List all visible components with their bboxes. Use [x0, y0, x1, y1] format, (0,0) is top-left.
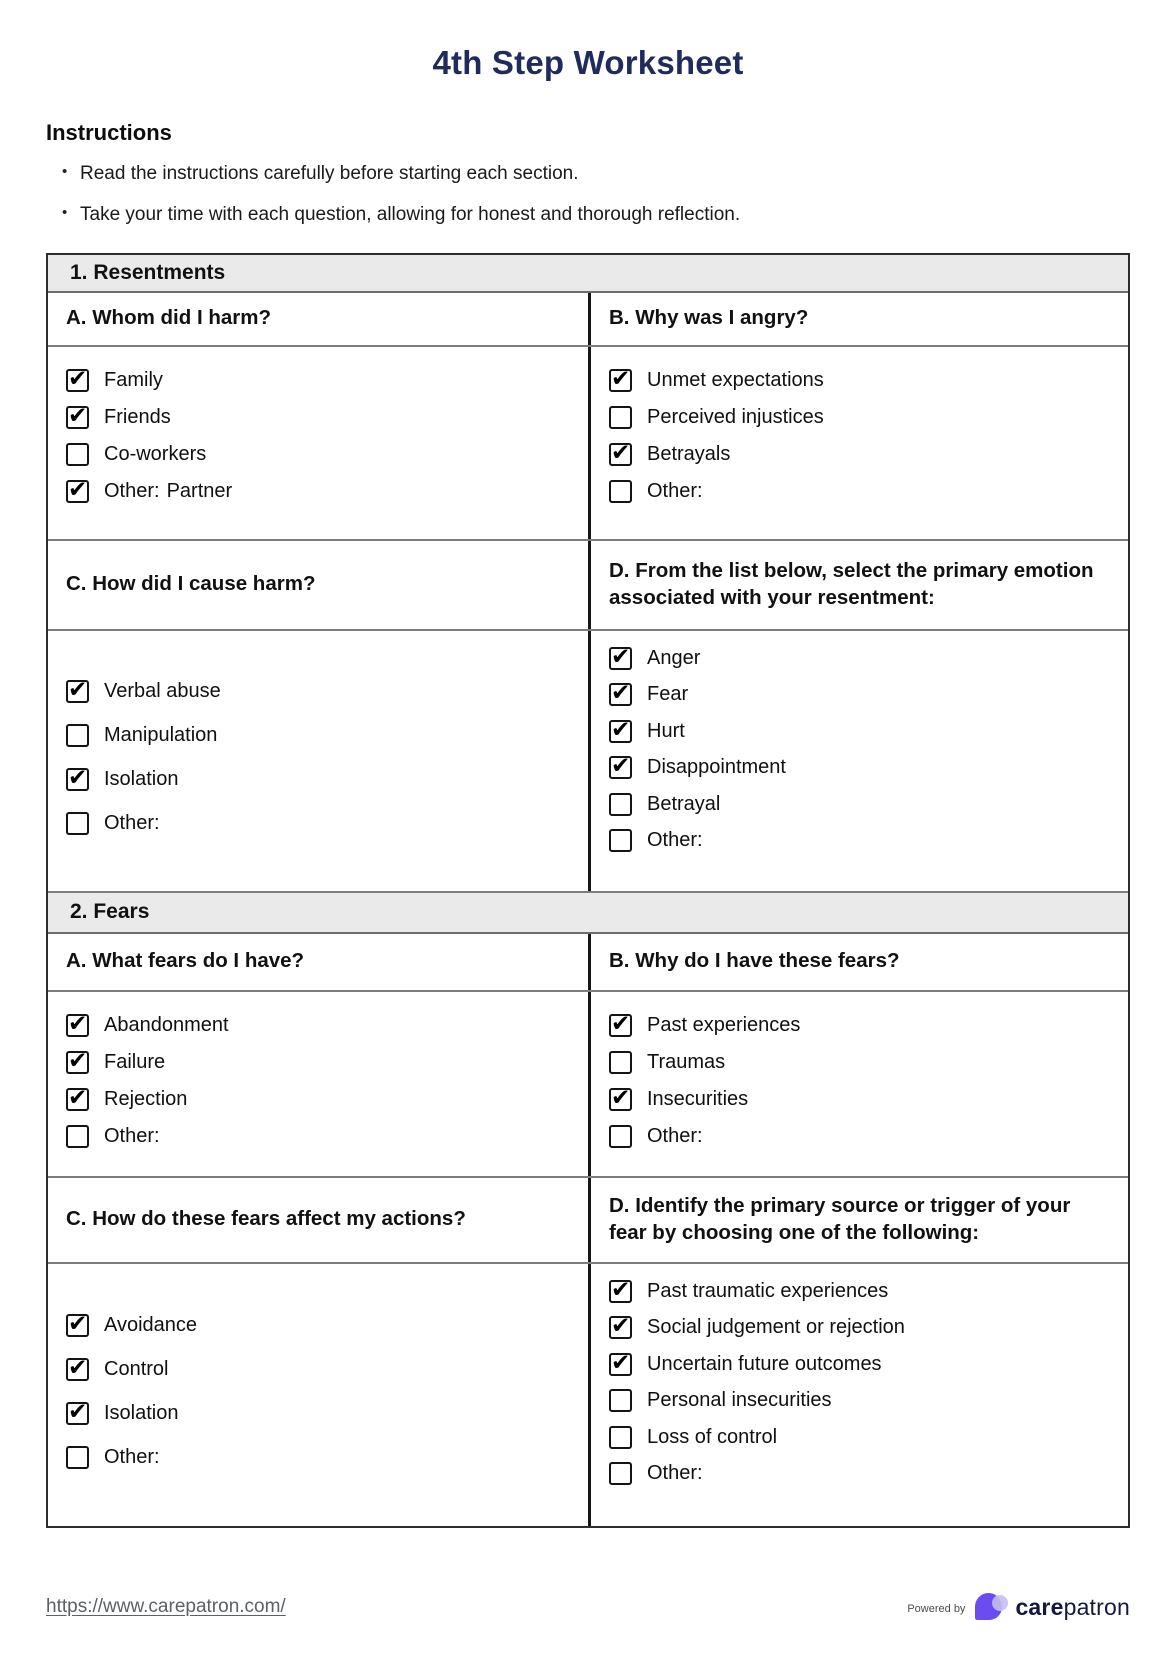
checkbox-label: Other: — [104, 1124, 160, 1147]
quadrant-items — [588, 992, 1128, 1176]
brand-name-care: care — [1015, 1593, 1064, 1620]
quadrant-heading: A. What fears do I have? — [66, 949, 305, 973]
checkbox-item — [66, 1358, 570, 1381]
checkbox[interactable] — [66, 1088, 89, 1111]
checkbox[interactable] — [609, 1088, 632, 1111]
checkbox-label: Other: — [104, 479, 160, 502]
checkbox-item — [609, 1353, 1110, 1376]
checkbox-label: Personal insecurities — [647, 1389, 832, 1411]
fears-cd-heading-row — [48, 1178, 1128, 1264]
page-title: 4th Step Worksheet — [432, 44, 744, 81]
checkbox[interactable] — [609, 1280, 632, 1303]
checkbox-label: Co-workers — [104, 442, 207, 465]
checkbox-label: Insecurities — [647, 1087, 749, 1110]
checkbox-label: Past traumatic experiences — [647, 1279, 889, 1302]
resentments-cd-body-row — [48, 631, 1128, 893]
resentments-ab-body-row — [48, 347, 1128, 541]
quadrant-heading: D. From the list below, select the primary emotion associated with your resentment: — [588, 541, 1128, 629]
checkbox[interactable] — [609, 1389, 632, 1412]
checkbox[interactable] — [609, 406, 632, 429]
checkbox-label: Avoidance — [104, 1314, 198, 1336]
checkbox-item — [609, 1426, 1110, 1449]
quadrant-items — [48, 631, 588, 891]
checkbox[interactable] — [609, 443, 632, 466]
checkbox-label: Other: — [104, 812, 160, 834]
checkbox-label: Other: — [647, 1462, 703, 1484]
instruction-bullet: • Read the instructions carefully before starting each section. — [46, 162, 1130, 186]
checkbox-item — [66, 812, 570, 835]
checkbox[interactable] — [609, 369, 632, 392]
instruction-bullet: • Take your time with each question, allowing for honest and thorough reflection. — [46, 203, 1130, 227]
checkbox-item — [66, 480, 570, 503]
fears-cd-body-row — [48, 1264, 1128, 1526]
checkbox[interactable] — [66, 680, 89, 703]
instruction-list — [46, 162, 1130, 227]
checkbox[interactable] — [66, 406, 89, 429]
checkbox[interactable] — [609, 1462, 632, 1485]
checkbox[interactable] — [66, 1125, 89, 1148]
checkbox[interactable] — [66, 480, 89, 503]
checkbox[interactable] — [609, 793, 632, 816]
instructions-heading: Instructions — [46, 120, 172, 145]
checkbox[interactable] — [66, 1314, 89, 1337]
checkbox-label: Perceived injustices — [647, 405, 824, 428]
checkbox-item — [609, 793, 1110, 816]
checkbox-label: Rejection — [104, 1087, 188, 1110]
section-header-fears: 2. Fears — [48, 893, 1128, 934]
checkbox-item — [66, 1051, 570, 1074]
checkbox-label: Other: — [647, 829, 703, 851]
checkbox-item — [66, 1446, 570, 1469]
checkbox-label: Betrayal — [647, 792, 721, 815]
checkbox-label: Loss of control — [647, 1425, 778, 1448]
checkbox[interactable] — [609, 1353, 632, 1376]
checkbox-item — [609, 1125, 1110, 1148]
brand-name — [1015, 1594, 1130, 1621]
checkbox-label: Disappointment — [647, 756, 786, 778]
checkbox-item — [66, 406, 570, 429]
checkbox-label: Traumas — [647, 1050, 726, 1073]
quadrant-items — [588, 1264, 1128, 1526]
checkbox[interactable] — [609, 683, 632, 706]
checkbox[interactable] — [609, 756, 632, 779]
checkbox-label: Abandonment — [104, 1013, 229, 1036]
checkbox-item — [66, 1014, 570, 1037]
quadrant-heading: C. How did I cause harm? — [66, 572, 316, 596]
checkbox-item — [609, 756, 1110, 779]
checkbox[interactable] — [66, 812, 89, 835]
checkbox-item — [66, 369, 570, 392]
checkbox[interactable] — [609, 1051, 632, 1074]
checkbox[interactable] — [609, 1316, 632, 1339]
worksheet-page — [0, 44, 1176, 1528]
checkbox[interactable] — [66, 1446, 89, 1469]
checkbox-item — [609, 1316, 1110, 1339]
checkbox[interactable] — [609, 1426, 632, 1449]
checkbox-label: Betrayals — [647, 442, 731, 465]
logo-circle-shape — [992, 1595, 1008, 1611]
quadrant-items — [48, 992, 588, 1176]
quadrant-items — [588, 347, 1128, 539]
checkbox[interactable] — [66, 768, 89, 791]
checkbox-item — [66, 1125, 570, 1148]
checkbox[interactable] — [609, 480, 632, 503]
checkbox[interactable] — [66, 1051, 89, 1074]
other-fill-value: Partner — [166, 479, 233, 502]
quadrant-items — [588, 631, 1128, 891]
checkbox-label: Control — [104, 1358, 169, 1380]
checkbox-item — [609, 647, 1110, 670]
quadrant-heading: C. How do these fears affect my actions? — [66, 1207, 466, 1231]
powered-by-label: Powered by — [907, 1603, 966, 1615]
checkbox-label: Past experiences — [647, 1013, 801, 1036]
checkbox[interactable] — [609, 829, 632, 852]
worksheet-table — [46, 253, 1130, 1528]
checkbox[interactable] — [609, 720, 632, 743]
checkbox[interactable] — [66, 1014, 89, 1037]
resentments-ab-heading-row — [48, 293, 1128, 347]
checkbox-item — [609, 1014, 1110, 1037]
checkbox-item — [609, 683, 1110, 706]
checkbox-label: Verbal abuse — [104, 680, 221, 702]
checkbox-label: Unmet expectations — [647, 368, 824, 391]
checkbox-item — [609, 1389, 1110, 1412]
checkbox[interactable] — [66, 443, 89, 466]
checkbox-item — [609, 480, 1110, 503]
checkbox-label: Anger — [647, 646, 701, 669]
checkbox-item — [66, 1088, 570, 1111]
fears-ab-heading-row — [48, 934, 1128, 992]
quadrant-heading: D. Identify the primary source or trigger of your fear by choosing one of the following: — [588, 1178, 1128, 1262]
footer-link[interactable]: https://www.carepatron.com/ — [46, 1596, 286, 1617]
quadrant-heading: B. Why do I have these fears? — [588, 934, 1128, 990]
checkbox-item — [66, 768, 570, 791]
checkbox[interactable] — [609, 1125, 632, 1148]
brand-lockup — [907, 1592, 1130, 1622]
section-header-resentments: 1. Resentments — [48, 255, 1128, 293]
carepatron-logo-icon — [975, 1592, 1011, 1622]
resentments-cd-heading-row — [48, 541, 1128, 631]
checkbox-item — [66, 724, 570, 747]
checkbox-item — [66, 1402, 570, 1425]
checkbox-item — [609, 443, 1110, 466]
checkbox-item — [609, 1051, 1110, 1074]
checkbox-label: Isolation — [104, 768, 179, 790]
checkbox-label: Failure — [104, 1050, 166, 1073]
checkbox-label: Hurt — [647, 719, 685, 742]
checkbox-label: Fear — [647, 683, 689, 705]
checkbox[interactable] — [609, 1014, 632, 1037]
quadrant-heading: B. Why was I angry? — [588, 293, 1128, 345]
fears-ab-body-row — [48, 992, 1128, 1178]
checkbox-item — [66, 443, 570, 466]
checkbox-label: Manipulation — [104, 724, 218, 746]
footer — [46, 1592, 1130, 1622]
checkbox[interactable] — [66, 724, 89, 747]
checkbox-label: Other: — [647, 1124, 703, 1147]
checkbox[interactable] — [66, 369, 89, 392]
brand-name-patron: patron — [1063, 1593, 1130, 1620]
checkbox-label: Uncertain future outcomes — [647, 1352, 882, 1375]
checkbox-item — [609, 1088, 1110, 1111]
checkbox-item — [66, 680, 570, 703]
checkbox-item — [66, 1314, 570, 1337]
checkbox-label: Other: — [104, 1446, 160, 1468]
checkbox-label: Social judgement or rejection — [647, 1316, 905, 1338]
checkbox-label: Other: — [647, 479, 703, 502]
quadrant-items — [48, 347, 588, 539]
checkbox-item — [609, 369, 1110, 392]
quadrant-heading: A. Whom did I harm? — [66, 306, 271, 330]
checkbox-item — [609, 1462, 1110, 1485]
checkbox-item — [609, 720, 1110, 743]
checkbox-item — [609, 406, 1110, 429]
checkbox-label: Family — [104, 368, 163, 391]
checkbox[interactable] — [609, 647, 632, 670]
checkbox-label: Isolation — [104, 1402, 179, 1424]
checkbox-label: Friends — [104, 405, 171, 428]
checkbox-item — [609, 1280, 1110, 1303]
checkbox-item — [609, 829, 1110, 852]
checkbox[interactable] — [66, 1402, 89, 1425]
quadrant-items — [48, 1264, 588, 1526]
checkbox[interactable] — [66, 1358, 89, 1381]
